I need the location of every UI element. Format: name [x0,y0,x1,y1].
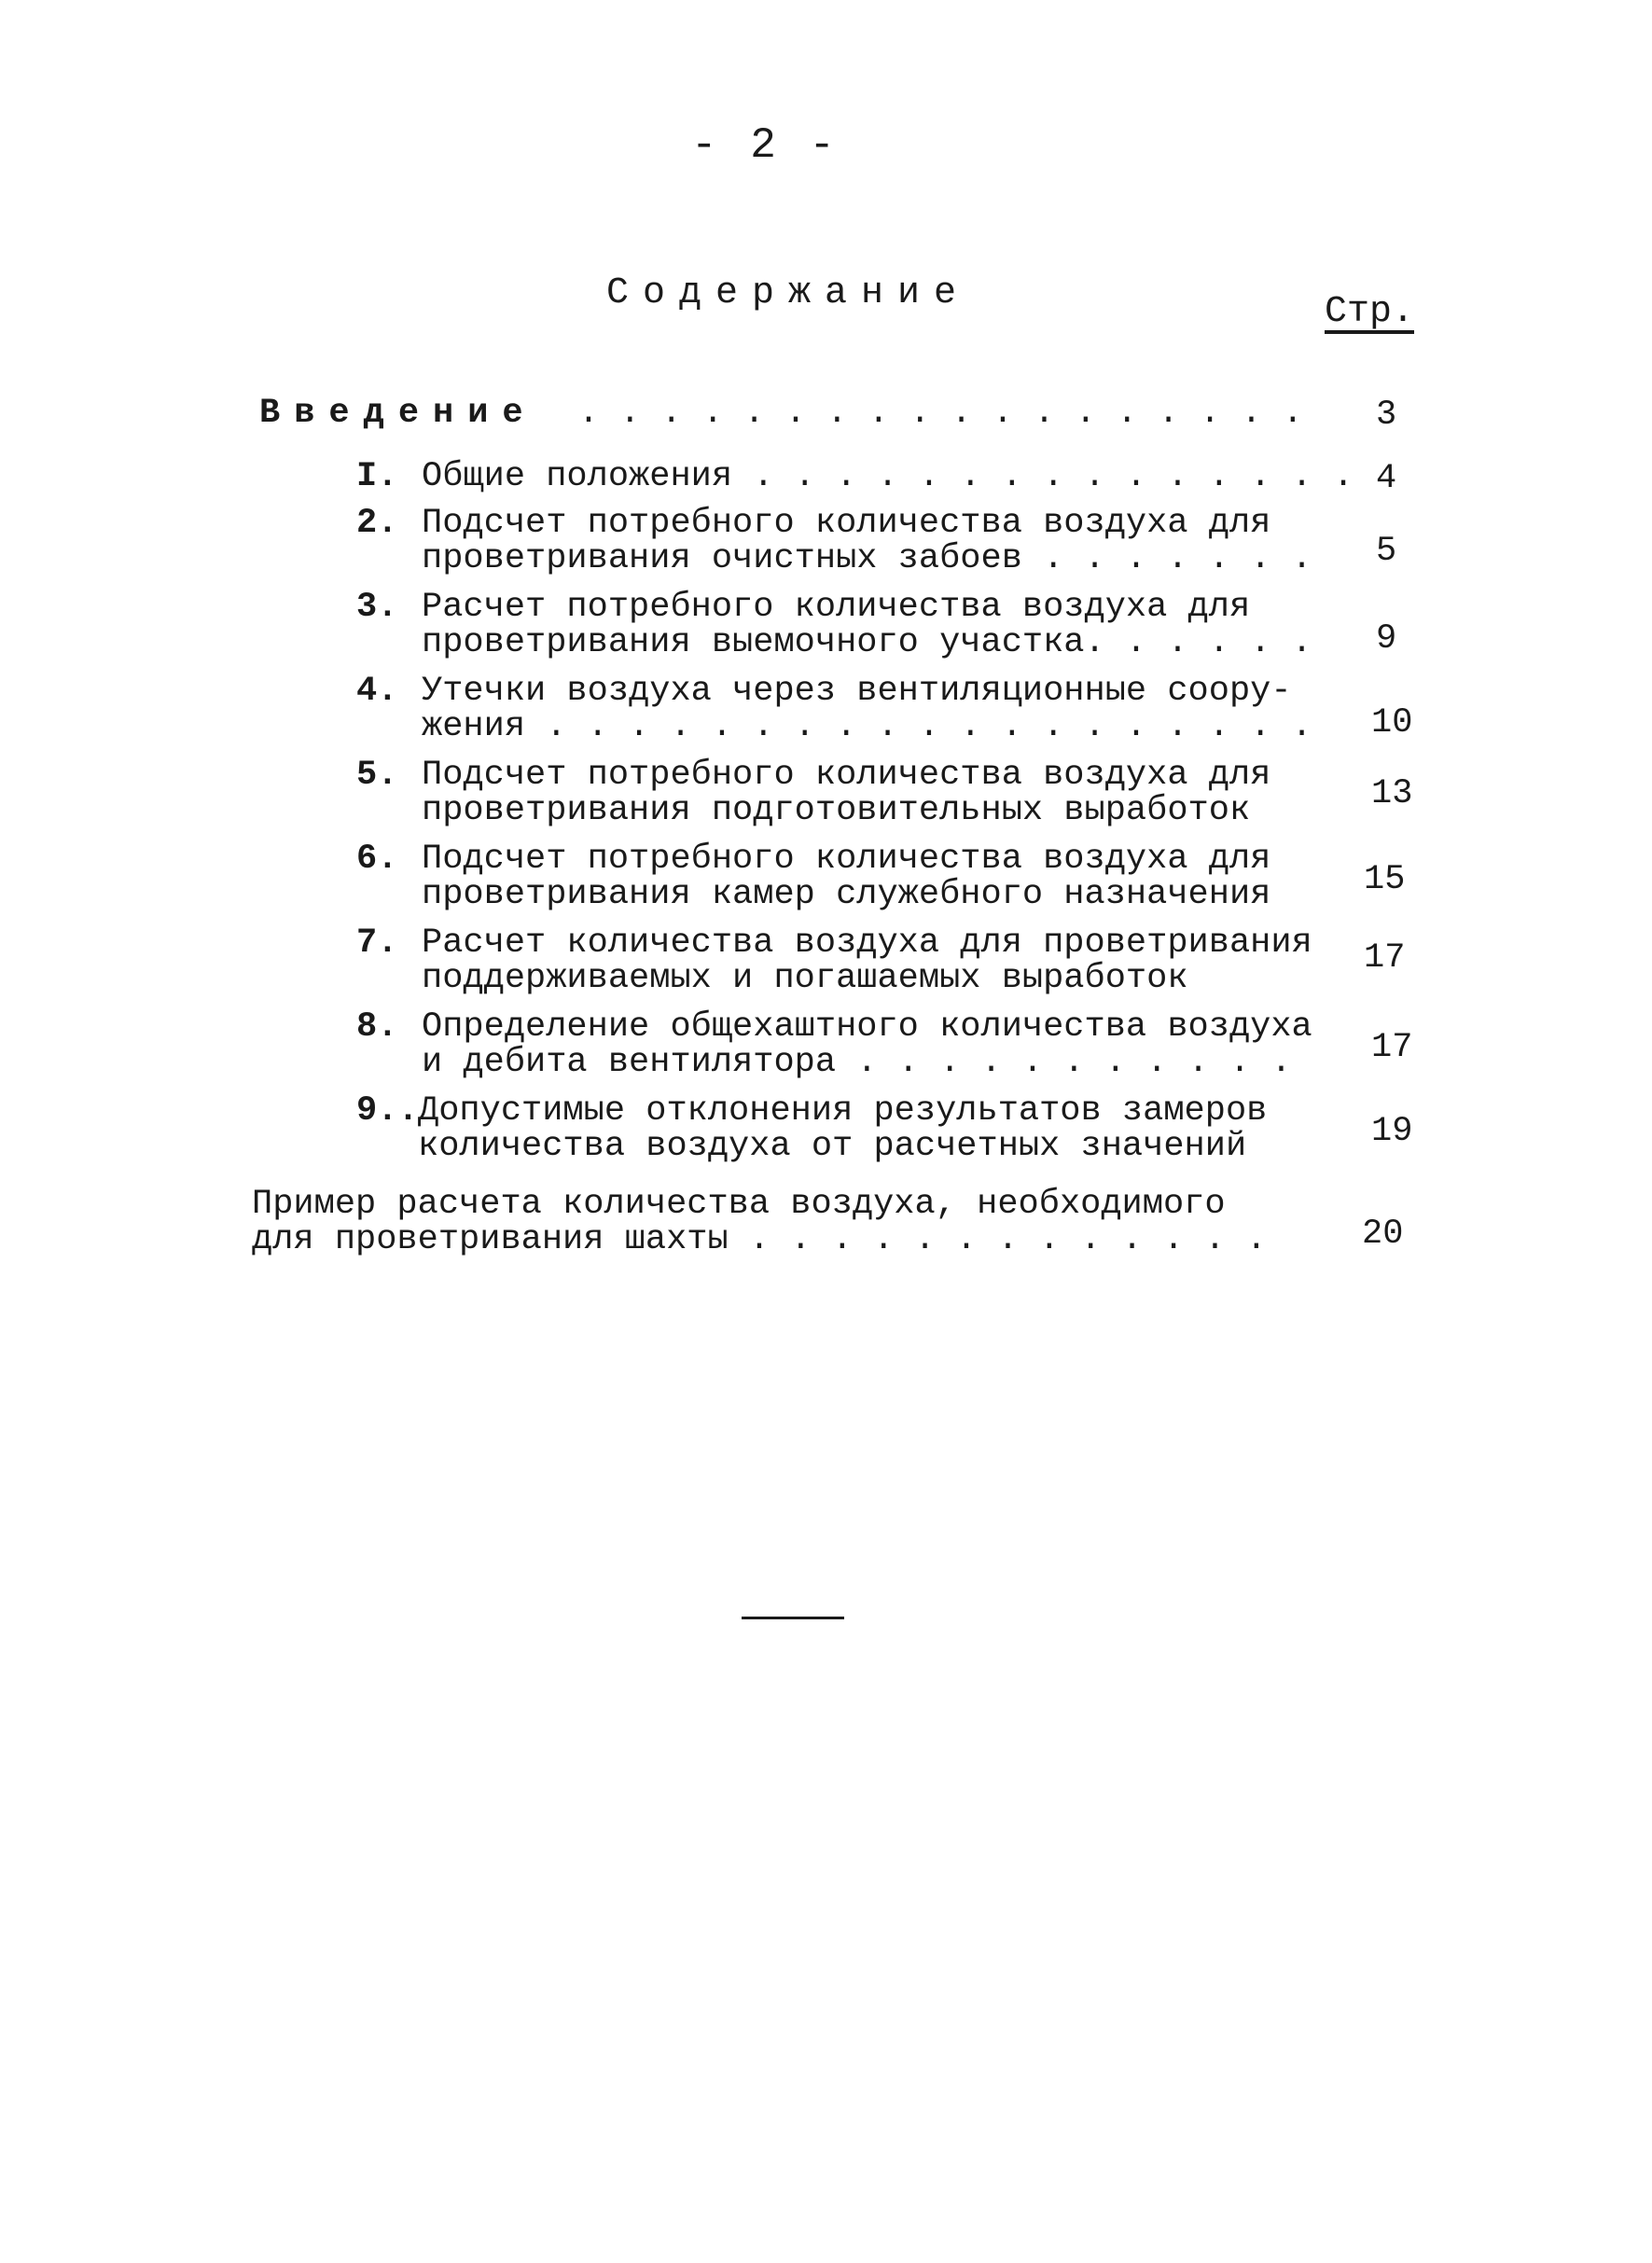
toc-page-number-text: 10 [1371,703,1413,743]
toc-entry-title-cont: проветривания очистных забоев . . . . . . . [422,539,1312,578]
toc-entry-intro[interactable] [259,396,1303,431]
toc-entry-6[interactable] [356,840,1271,914]
toc-page-number [1371,1114,1412,1149]
toc-page-number-text: 17 [1364,938,1406,978]
toc-entry-title: Общие положения . . . . . . . . . . . . . . . [422,457,1354,496]
toc-entry-1[interactable] [356,457,1354,496]
toc-entry-title-cont: количества воздуха от расчетных значений [418,1127,1247,1166]
contents-title: Содержание [606,272,971,314]
toc-page-number-text: 20 [1362,1215,1404,1254]
toc-page-number-text: 9 [1376,619,1397,659]
toc-entry-7[interactable] [356,923,1312,998]
toc-page-number-text: 19 [1371,1112,1413,1151]
toc-entry-title-cont: проветривания подготовительных выработок [422,791,1251,830]
toc-entry-title: Подсчет потребного количества воздуха для [422,756,1271,795]
toc-entry-title-cont: проветривания камер служебного назначения [422,875,1271,914]
page-column-header: Стр. [1325,291,1415,333]
toc-entry-2[interactable] [356,504,1312,578]
toc-page-number-text: 17 [1371,1028,1413,1067]
toc-page-number-text: 15 [1364,860,1406,899]
toc-entry-title: Введение [259,394,537,433]
toc-entry-title: Подсчет потребного количества воздуха для [422,504,1271,543]
toc-entry-title-cont: проветривания выемочного участка. . . . . . [422,623,1312,662]
toc-entry-title: Определение общехаштного количества воздуха [422,1007,1312,1047]
toc-page-number-text: 5 [1376,532,1397,571]
toc-entry-number: I. [356,457,398,496]
toc-page-number [1364,940,1405,976]
toc-entry-title: Пример расчета количества воздуха, необходимого [252,1185,1226,1224]
toc-entry-number: 2. [356,504,398,543]
toc-page-number-text: 3 [1376,396,1397,435]
section-divider [742,1617,844,1619]
toc-entry-title-cont: и дебита вентилятора . . . . . . . . . . . [422,1043,1292,1082]
toc-page-number [1376,621,1396,657]
toc-page-number [1364,862,1405,897]
toc-entry-title-cont: поддерживаемых и погашаемых выработок [422,959,1188,998]
toc-page-number [1376,397,1396,433]
toc-entry-number: 6. [356,840,398,879]
toc-entry-title-cont: жения . . . . . . . . . . . . . . . . . . . [422,707,1312,746]
toc-entry-number: 5. [356,756,398,795]
toc-entry-title: Допустимые отклонения результатов замеров [418,1091,1268,1131]
toc-page-number [1371,776,1412,812]
toc-entry-5[interactable] [356,756,1271,830]
toc-entry-number: 7. [356,923,398,963]
toc-entry-title: Подсчет потребного количества воздуха для [422,840,1271,879]
toc-page-number [1362,1216,1403,1252]
toc-entry-3[interactable] [356,588,1312,662]
toc-entry-number: 8. [356,1007,398,1047]
toc-page-number-text: 13 [1371,774,1413,813]
toc-entry-number: 3. [356,588,398,627]
toc-page-number [1371,705,1412,741]
toc-entry-number: 4. [356,672,398,711]
toc-page-number [1376,534,1396,569]
toc-page-number-text: 4 [1376,459,1397,498]
toc-entry-title: Расчет потребного количества воздуха для [422,588,1251,627]
toc-leader-dots: . . . . . . . . . . . . . . . . . . [577,394,1303,433]
toc-entry-title: Расчет количества воздуха для проветривания [422,923,1312,963]
toc-entry-title: Утечки воздуха через вентиляционные соору- [422,672,1292,711]
page-number: - 2 - [690,121,840,170]
toc-entry-number: 9.. [356,1091,419,1131]
toc-entry-9[interactable] [356,1091,1268,1166]
toc-entry-8[interactable] [356,1007,1312,1082]
toc-page-number [1376,461,1396,496]
toc-entry-title-cont: для проветривания шахты . . . . . . . . . . . . . [252,1220,1267,1259]
toc-entry-4[interactable] [356,672,1312,746]
toc-page-number [1371,1030,1412,1065]
